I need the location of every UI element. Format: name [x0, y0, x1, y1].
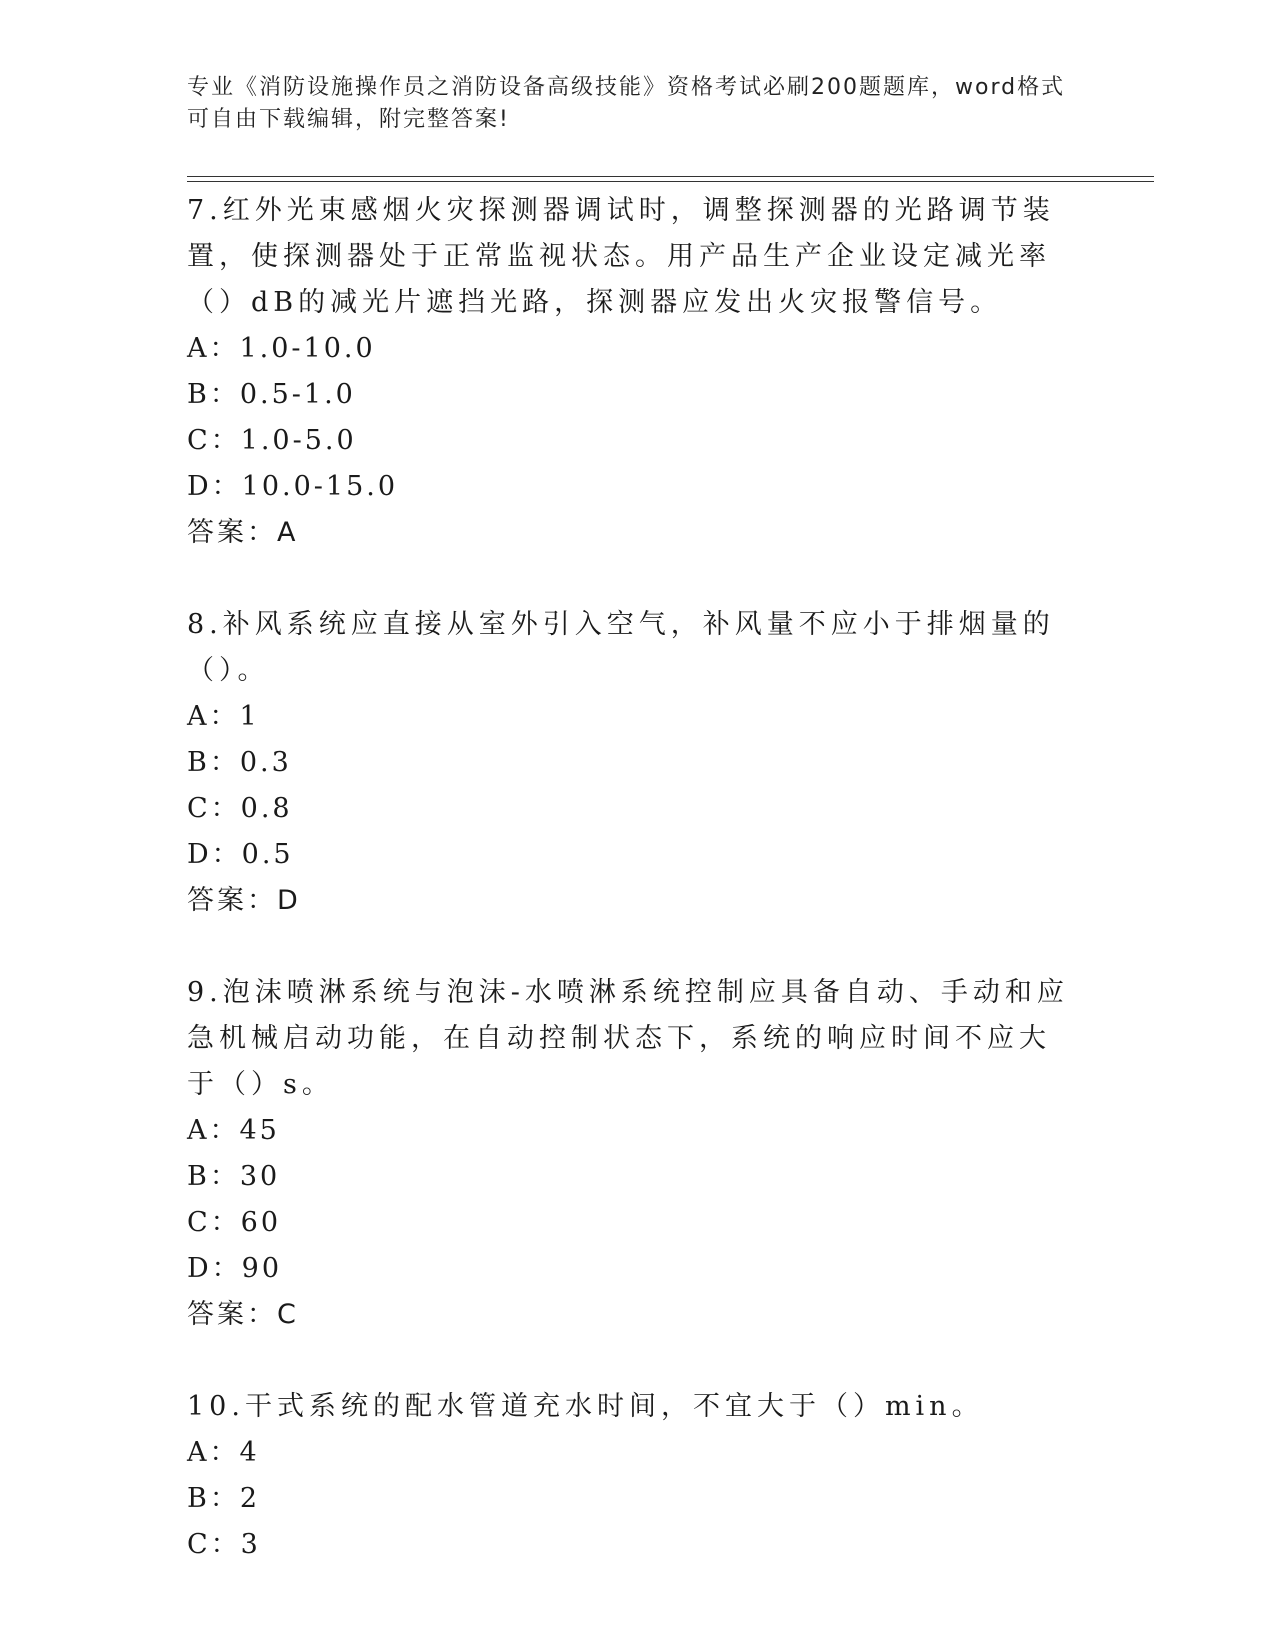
option-a: A：1.0-10.0 — [187, 333, 376, 364]
question-10 — [187, 1384, 1087, 1568]
option-a: A：4 — [187, 1437, 260, 1468]
option-d: D：10.0-15.0 — [187, 471, 399, 502]
option-c: C：60 — [187, 1207, 282, 1238]
option-b: B：0.5-1.0 — [187, 379, 356, 410]
option-c: C：1.0-5.0 — [187, 425, 357, 456]
option-c: C：0.8 — [187, 793, 293, 824]
question-7 — [187, 188, 1087, 556]
question-9 — [187, 970, 1087, 1338]
header-divider-bottom — [187, 181, 1154, 182]
option-b: B：30 — [187, 1161, 281, 1192]
option-d: D：90 — [187, 1253, 283, 1284]
option-a: A：45 — [187, 1115, 280, 1146]
question-stem: 10.干式系统的配水管道充水时间，不宜大于（）min。 — [187, 1391, 984, 1422]
question-8 — [187, 602, 1087, 924]
question-stem: 7.红外光束感烟火灾探测器调试时，调整探测器的光路调节装置，使探测器处于正常监视状态。用产品生产企业设定减光率（）dB的减光片遮挡光路，探测器应发出火灾报警信号。 — [187, 195, 1055, 318]
option-a: A：1 — [187, 701, 260, 732]
answer-line: 答案：A — [187, 517, 299, 548]
spacer — [187, 924, 1087, 970]
option-b: B：2 — [187, 1483, 261, 1514]
answer-line: 答案：D — [187, 885, 301, 916]
question-stem: 9.泡沫喷淋系统与泡沫-水喷淋系统控制应具备自动、手动和应急机械启动功能，在自动控制状态下，系统的响应时间不应大于（）s。 — [187, 977, 1069, 1100]
question-stem: 8.补风系统应直接从室外引入空气，补风量不应小于排烟量的（）。 — [187, 609, 1055, 686]
document-header: 专业《消防设施操作员之消防设备高级技能》资格考试必刷200题题库，word格式可自由下载编辑，附完整答案! — [187, 75, 1066, 132]
spacer — [187, 556, 1087, 602]
option-d: D：0.5 — [187, 839, 294, 870]
header-divider-top — [187, 176, 1154, 177]
option-c: C：3 — [187, 1529, 261, 1560]
spacer — [187, 1338, 1087, 1384]
option-b: B：0.3 — [187, 747, 292, 778]
answer-line: 答案：C — [187, 1299, 299, 1330]
question-list — [187, 188, 1087, 1568]
